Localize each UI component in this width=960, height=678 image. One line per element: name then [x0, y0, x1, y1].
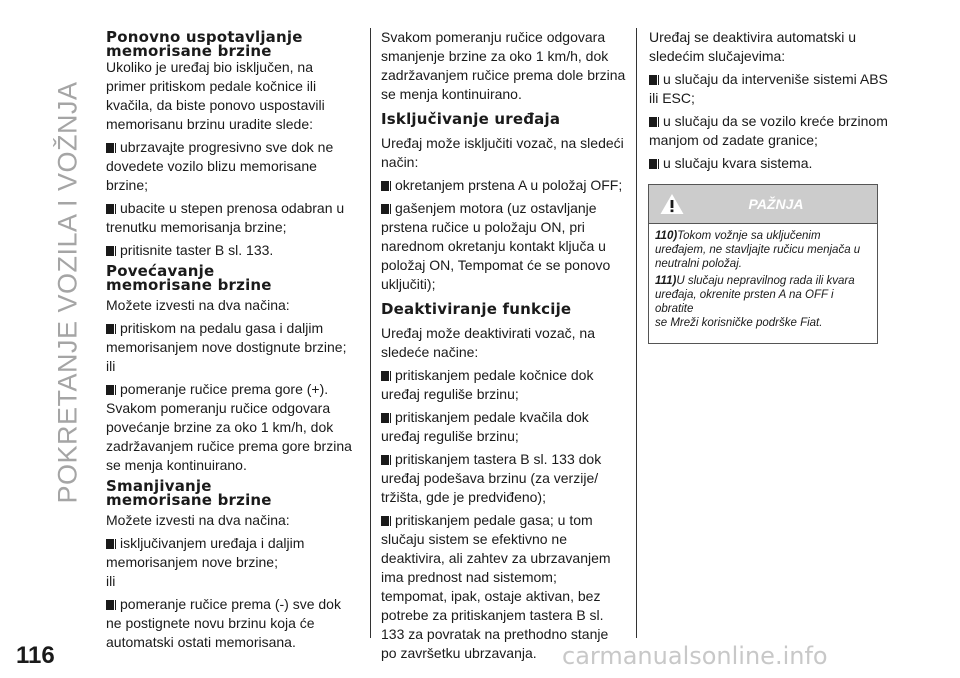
- bullet-icon: [649, 159, 657, 169]
- list-item: pomeranje ručice prema gore (+).: [106, 380, 358, 399]
- warning-header: [649, 185, 877, 224]
- bullet-icon: [106, 324, 114, 334]
- list-item: pritiskanjem pedale kočnice dok uređaj reguliše brzinu;: [381, 367, 594, 402]
- column-2: [370, 28, 635, 661]
- list-item: u slučaju da se vozilo kreće brzinom manjom od zadate granice;: [649, 113, 888, 148]
- bullet-icon: [649, 117, 657, 127]
- bullet-icon: [381, 371, 389, 381]
- list-item: pritisnite taster B sl. 133.: [106, 241, 358, 260]
- list-item: ubacite u stepen prenosa odabran u trenutku memorisanja brzine;: [106, 200, 345, 235]
- paragraph: Ukoliko je uređaj bio isključen, na primer pritiskom pedale kočnice ili kvačila, da biste ponovo uspostavili memorisanu brzinu uradite slede:: [106, 59, 325, 132]
- bullet-icon: [106, 246, 114, 256]
- bullet-icon: [381, 455, 389, 465]
- bullet-icon: [649, 75, 657, 85]
- bullet-icon: [106, 204, 114, 214]
- paragraph: Svakom pomeranju ručice odgovara povećanje brzine za oko 1 km/h, dok zadržavanjem ručice prema gore brzina se menja kontinuirano.: [106, 400, 352, 473]
- warning-box: [648, 184, 878, 344]
- warning-triangle-icon: [659, 192, 685, 216]
- or-text: ili: [106, 358, 116, 374]
- heading-increase-speed: Povećavanje memorisane brzine: [106, 262, 272, 294]
- paragraph: Uređaj može isključiti vozač, na sledeći način:: [381, 135, 624, 170]
- paragraph: Uređaj se deaktivira automatski u sledećim slučajevima:: [649, 29, 856, 64]
- list-item: ubrzavajte progresivno sve dok ne dovedete vozilo blizu memorisane brzine;: [106, 139, 334, 193]
- list-item: pritiskom na pedalu gasa i daljim memorisanjem nove dostignute brzine;: [106, 320, 347, 355]
- bullet-icon: [106, 539, 114, 549]
- page-number: 116: [16, 642, 55, 669]
- warning-title: PAŽNJA: [748, 196, 804, 212]
- bullet-icon: [106, 385, 114, 395]
- warning-note: 110)Tokom vožnje sa uključenim uređajem, ne stavljajte ručicu menjača u neutralni položaj.: [655, 230, 861, 270]
- list-item: pritiskanjem pedale gasa; u tom slučaju sistem se efektivno ne deaktivira, ali zahtev za ubrzavanjem ima prednost nad sistemom; tempomat, ipak, ostaje aktivan, bez potrebe za pritiskanjem tastera B sl. 133 za povratak na prethodno stanje po završetku ubrzavanja.: [381, 512, 611, 661]
- warning-body: [649, 224, 877, 343]
- column-1: [106, 30, 358, 652]
- paragraph: Možete izvesti na dva načina:: [106, 297, 290, 313]
- side-section-title: [48, 22, 88, 562]
- bullet-icon: [106, 600, 114, 610]
- paragraph: Uređaj može deaktivirati vozač, na sledeće načine:: [381, 325, 595, 360]
- bullet-icon: [381, 204, 389, 214]
- list-item: pomeranje ručice prema (-) sve dok ne postignete novu brzinu koja će automatski ostati memorisana.: [106, 596, 341, 650]
- paragraph: Možete izvesti na dva načina:: [106, 512, 290, 528]
- watermark: carmanualsonline.info: [562, 642, 828, 670]
- heading-decrease-speed: Smanjivanje memorisane brzine: [106, 477, 272, 509]
- list-item: u slučaju da interveniše sistemi ABS ili ESC;: [649, 71, 888, 106]
- list-item: okretanjem prstena A u položaj OFF;: [381, 176, 635, 195]
- paragraph: Svakom pomeranju ručice odgovara smanjenje brzine za oko 1 km/h, dok zadržavanjem ručice prema dole brzina se menja kontinuirano.: [381, 29, 626, 102]
- heading-turn-off-device: Isključivanje uređaja: [381, 110, 561, 128]
- or-text: ili: [106, 573, 116, 589]
- list-item: pritiskanjem pedale kvačila dok uređaj reguliše brzinu;: [381, 409, 589, 444]
- side-section-title-text: POKRETANJE VOZILA I VOŽNJA: [52, 80, 83, 504]
- bullet-icon: [381, 516, 389, 526]
- list-item: u slučaju kvara sistema.: [649, 154, 889, 173]
- warning-note: 111)U slučaju nepravilnog rada ili kvara uređaja, okrenite prsten A na OFF i obratite se Mreži korisničke podrške Fiat.: [655, 275, 855, 329]
- heading-restore-speed: Ponovno uspotavljanje memorisane brzine: [106, 28, 303, 60]
- list-item: gašenjem motora (uz ostavljanje prstena ručice u položaju ON, pri narednom okretanju kontakt ključa u položaj ON, Tempomat će se ponovo uključiti);: [381, 200, 611, 292]
- heading-deactivate-function: Deaktiviranje funkcije: [381, 300, 572, 318]
- list-item: pritiskanjem tastera B sl. 133 dok uređaj podešava brzinu (za verzije/ tržišta, gde je predviđeno);: [381, 451, 602, 505]
- bullet-icon: [381, 181, 389, 191]
- bullet-icon: [381, 413, 389, 423]
- bullet-icon: [106, 143, 114, 153]
- list-item: isključivanjem uređaja i daljim memorisanjem nove brzine;: [106, 535, 305, 570]
